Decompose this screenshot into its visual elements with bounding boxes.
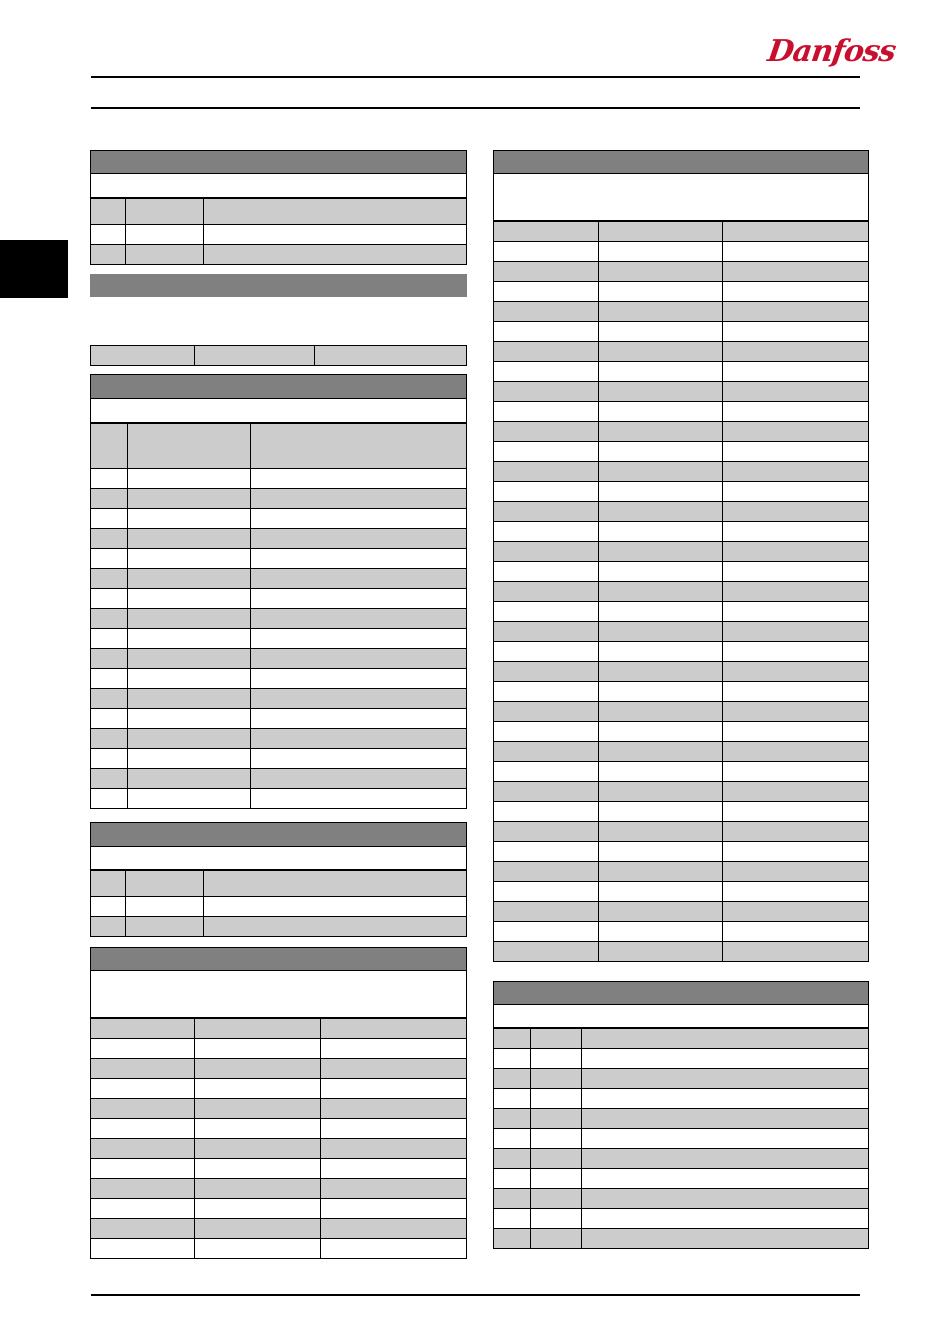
footer-rule (91, 1294, 860, 1296)
table-header-row (494, 222, 869, 242)
table-row (91, 1219, 467, 1239)
table-row (91, 469, 467, 489)
table-row (494, 682, 869, 702)
table-row (91, 245, 467, 265)
table-row (91, 729, 467, 749)
table-row (91, 549, 467, 569)
table-row (494, 402, 869, 422)
table-row (494, 662, 869, 682)
table-row (91, 709, 467, 729)
table-row (494, 422, 869, 442)
table-row (494, 1129, 869, 1149)
options-table (90, 870, 467, 937)
table-row (91, 769, 467, 789)
parameter-block-r1 (493, 150, 869, 962)
table-row (91, 1199, 467, 1219)
table-row (494, 302, 869, 322)
table-row (494, 462, 869, 482)
table-row (494, 502, 869, 522)
table-row (91, 1039, 467, 1059)
table-row (494, 242, 869, 262)
table-row (91, 629, 467, 649)
table-row (91, 569, 467, 589)
table-row (494, 942, 869, 962)
table-row (494, 382, 869, 402)
table-row (91, 1139, 467, 1159)
table-row (494, 842, 869, 862)
table-row (494, 722, 869, 742)
table-row (91, 1159, 467, 1179)
parameter-header (90, 374, 467, 399)
table-header-row (91, 1019, 467, 1039)
table-row (494, 1069, 869, 1089)
table-row (494, 902, 869, 922)
parameter-block-3 (90, 374, 467, 809)
header-rule-top (91, 76, 860, 78)
options-table (90, 198, 467, 265)
table-row (91, 789, 467, 809)
table-row (494, 342, 869, 362)
table-row (91, 1079, 467, 1099)
parameter-header (90, 822, 467, 847)
table-row (494, 282, 869, 302)
parameter-description (493, 1005, 869, 1028)
table-row (494, 742, 869, 762)
table-row (91, 749, 467, 769)
table-row (494, 582, 869, 602)
header-rule-bottom (91, 107, 860, 109)
table-row (494, 642, 869, 662)
table-row (91, 1119, 467, 1139)
table-row (494, 562, 869, 582)
table-row (494, 622, 869, 642)
parameter-header (493, 150, 869, 174)
table-row (494, 522, 869, 542)
table-row (91, 1059, 467, 1079)
table-row (91, 1239, 467, 1259)
table-row (494, 442, 869, 462)
table-row (91, 609, 467, 629)
table-header-row (91, 871, 467, 897)
table-row (91, 529, 467, 549)
options-table (90, 1018, 467, 1259)
table-row (91, 689, 467, 709)
table-row (494, 482, 869, 502)
options-table (90, 345, 467, 366)
parameter-header (493, 981, 869, 1005)
table-row (91, 489, 467, 509)
table-header-row (494, 1029, 869, 1049)
table-row (494, 1169, 869, 1189)
parameter-header (90, 947, 467, 971)
parameter-description (90, 399, 467, 423)
table-row (91, 1099, 467, 1119)
table-row (494, 362, 869, 382)
table-row (494, 822, 869, 842)
table-header-row (91, 424, 467, 469)
table-row (494, 602, 869, 622)
table-row (91, 225, 467, 245)
table-row (91, 917, 467, 937)
table-row (91, 1179, 467, 1199)
table-row (494, 262, 869, 282)
table-row (91, 509, 467, 529)
table-row (494, 1049, 869, 1069)
table-row (494, 322, 869, 342)
options-table (493, 221, 869, 962)
table-row (91, 589, 467, 609)
table-row (494, 1149, 869, 1169)
table-row (91, 897, 467, 917)
table-row (494, 542, 869, 562)
table-row (494, 802, 869, 822)
table-header-row (91, 346, 467, 366)
options-table (493, 1028, 869, 1249)
table-row (494, 702, 869, 722)
table-header-row (91, 199, 467, 225)
parameter-description (90, 971, 467, 1018)
table-row (494, 782, 869, 802)
parameter-block-r2 (493, 981, 869, 1249)
table-row (494, 882, 869, 902)
danfoss-logo: Danfoss (765, 34, 898, 69)
table-row (494, 1189, 869, 1209)
table-row (91, 649, 467, 669)
table-row (494, 862, 869, 882)
options-table (90, 423, 467, 809)
parameter-description (90, 847, 467, 870)
parameter-description (90, 174, 467, 198)
table-row (91, 669, 467, 689)
parameter-header (90, 150, 467, 174)
parameter-block-2 (90, 345, 467, 366)
table-row (494, 1229, 869, 1249)
table-row (494, 1109, 869, 1129)
parameter-description (493, 174, 869, 221)
section-bar (90, 274, 467, 297)
table-row (494, 762, 869, 782)
parameter-block-5 (90, 947, 467, 1259)
table-row (494, 922, 869, 942)
table-row (494, 1089, 869, 1109)
table-row (494, 1209, 869, 1229)
parameter-block-1 (90, 150, 467, 265)
chapter-tab (0, 240, 68, 298)
parameter-block-4 (90, 822, 467, 937)
